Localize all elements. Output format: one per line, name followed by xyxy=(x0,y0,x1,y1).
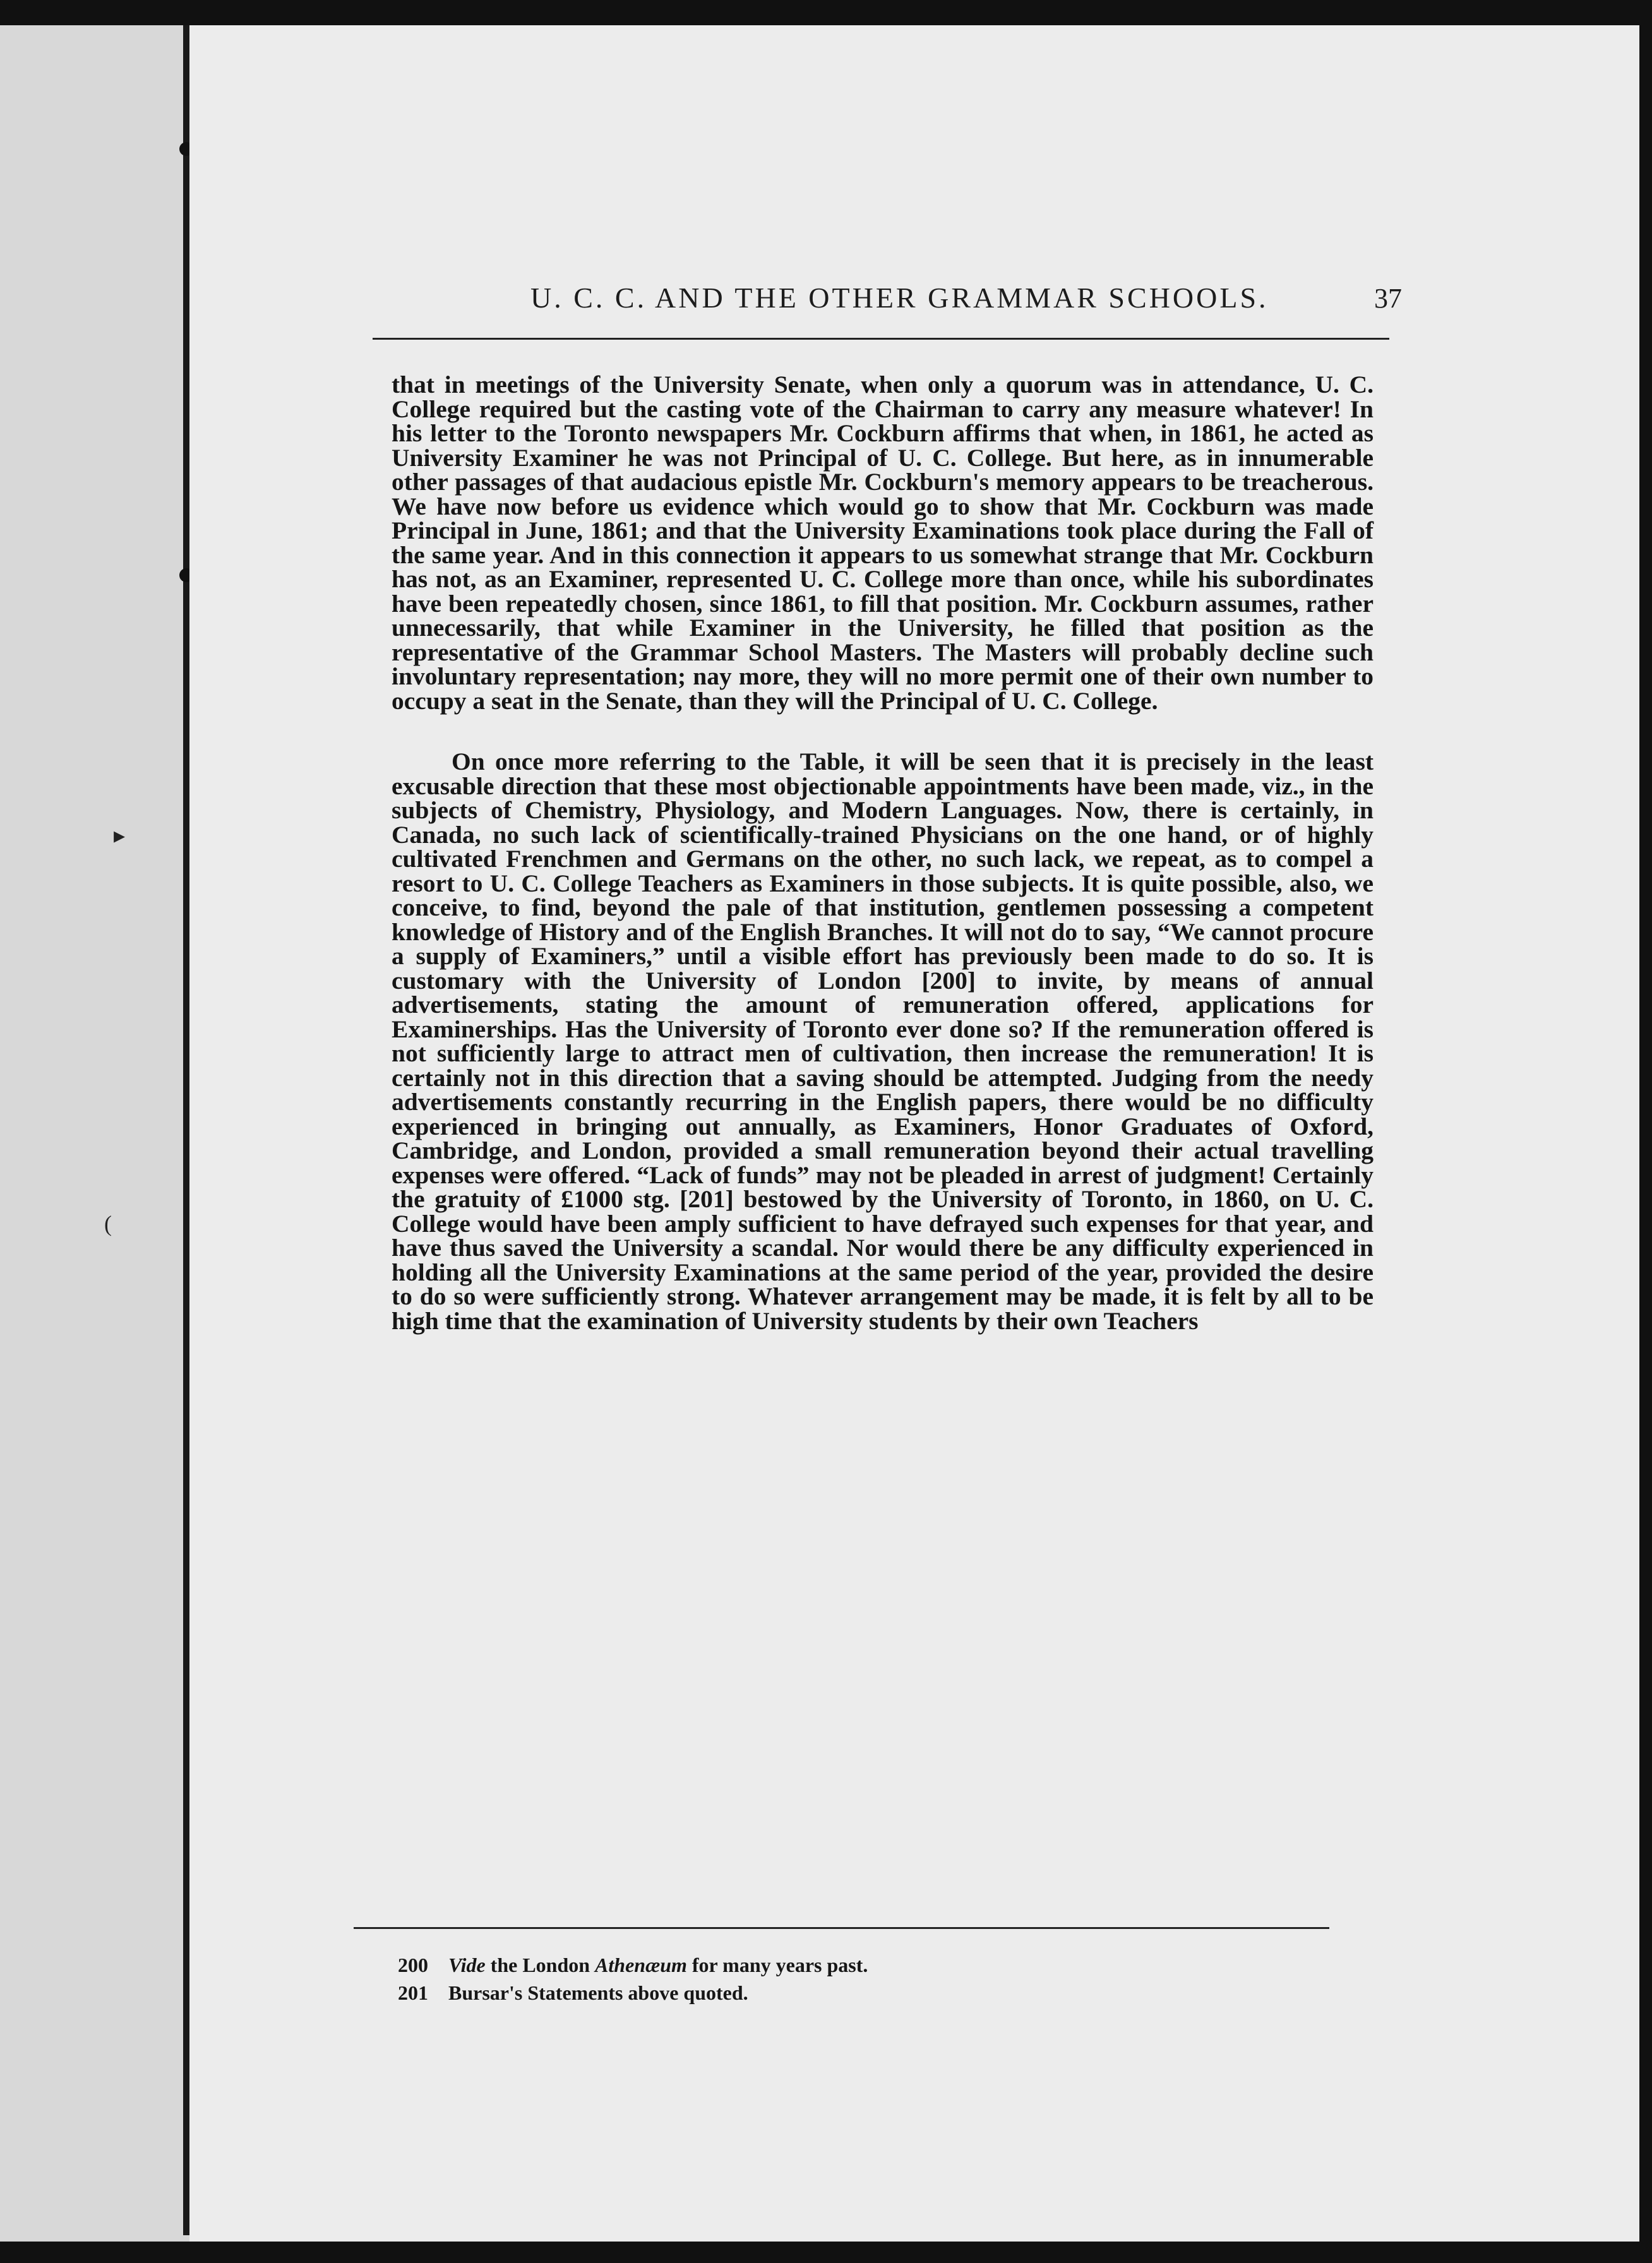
previous-page-edge xyxy=(0,25,189,2260)
footnote-201 xyxy=(398,1979,1345,2007)
footnotes xyxy=(398,1951,1345,2007)
margin-mark: ▸ xyxy=(114,823,126,848)
binding-gutter xyxy=(183,25,189,2235)
bottom-scan-border xyxy=(0,2242,1652,2263)
running-header xyxy=(341,281,1402,338)
footnote-number: 201 xyxy=(398,1981,428,2004)
paragraph: that in meetings of the University Senate, when only a quorum was in attendance, U. C. College required but the casting vote of the Chairman to carry any measure whatever! In his letter to the Toronto newspapers Mr. Cockburn affirms that when, in 1861, he acted as University Examiner he was not Principal of U. C. College. But here, as in innumerable other passages of that audacious epistle Mr. Cockburn's memory appears to be treacherous. We have now before us evidence which would go to show that Mr. Cockburn was made Principal in June, 1861; and that the University Examinations took place during the Fall of the same year. And in this connection it appears to us somewhat strange that Mr. Cockburn has not, as an Examiner, represented U. C. College more than once, while his subordinates have been repeatedly chosen, since 1861, to fill that position. Mr. Cockburn assumes, rather unnecessarily, that while Examiner in the University, he filled that position as the representative of the Grammar School Masters. The Masters will probably decline such involuntary representation; nay more, they will no more permit one of their own number to occupy a seat in the Senate, than they will the Principal of U. C. College. xyxy=(392,371,1374,715)
footnote-number: 200 xyxy=(398,1954,428,1976)
header-rule xyxy=(373,338,1389,340)
footnote-200 xyxy=(398,1951,1345,1979)
right-scan-border xyxy=(1639,0,1652,2263)
paragraph: On once more referring to the Table, it will be seen that it is precisely in the least excusable direction that these most objectionable appointments have been made, viz., in the subjects of Chemistry, Physiology, and Modern Languages. Now, there is certainly, in Canada, no such lack of scientifically-trained Physicians on the one hand, or of highly cultivated Frenchmen and Germans on the other, no such lack, we repeat, as to compel a resort to U. C. College Teachers as Examiners in those subjects. It is quite possible, also, we conceive, to find, beyond the pale of that institution, gentlemen possessing a competent knowledge of History and of the English Branches. It will not do to say, “We cannot procure a supply of Examiners,” until a visible effort has previously been made to do so. It is customary with the University of London [200] to invite, by means of annual advertisements, stating the amount of remuneration offered, applications for Examinerships. Has the University of Toronto ever done so? If the remuneration offered is not sufficiently large to attract men of cultivation, then increase the remuneration! It is certainly not in this direction that a saving should be attempted. Judging from the needy advertisements constantly recurring in the English papers, there would be no difficulty experienced in bringing out annually, as Examiners, Honor Graduates of Oxford, Cambridge, and London, provided a small remuneration beyond their actual travelling expenses were offered. “Lack of funds” may not be pleaded in arrest of judgment! Certainly the gratuity of £1000 stg. [201] bestowed by the University of Toronto, in 1860, on U. C. College would have been amply sufficient to have defrayed such expenses for that year, and have thus saved the University a scandal. Nor would there be any difficulty experienced in holding all the University Examinations at the same period of the year, provided the desire to do so were sufficiently strong. Whatever arrangement may be made, it is felt by all to be high time that the examination of University students by their own Teachers xyxy=(392,748,1374,1335)
footnote-text: Bursar's Statements above quoted. xyxy=(448,1981,748,2004)
footnote-text: the London xyxy=(485,1954,596,1976)
body-text xyxy=(392,373,1374,1333)
running-title: U. C. C. AND THE OTHER GRAMMAR SCHOOLS. xyxy=(530,282,1269,314)
top-scan-border xyxy=(0,0,1652,25)
margin-mark: ( xyxy=(104,1211,112,1236)
footnote-lead: Vide xyxy=(448,1954,486,1976)
footnote-emphasis: Athenæum xyxy=(595,1954,687,1976)
footnote-text: for many years past. xyxy=(686,1954,868,1976)
page-number: 37 xyxy=(1374,283,1402,314)
footnote-rule xyxy=(354,1927,1329,1929)
